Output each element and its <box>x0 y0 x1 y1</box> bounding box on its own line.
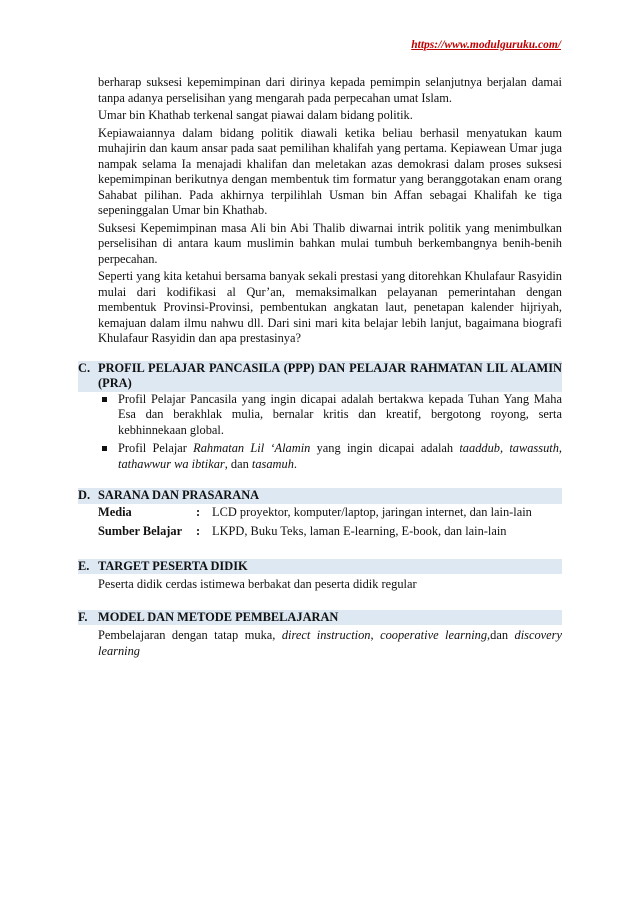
intro-paragraph-1: berharap suksesi kepemimpinan dari dirinya kepada pemimpin selanjutnya berjalan damai tanpa adanya perselisihan yang mengarah pada perpecahan umat Islam. <box>98 75 562 105</box>
bullet-text-mid: yang ingin dicapai adalah <box>310 441 460 455</box>
section-d-heading <box>78 488 562 504</box>
table-row <box>98 504 532 524</box>
section-e-letter: E. <box>78 558 90 573</box>
section-c-letter: C. <box>78 360 91 375</box>
section-e-heading <box>78 559 562 575</box>
bullet-text: Profil Pelajar Pancasila yang ingin dicapai adalah bertakwa kepada Tuhan Yang Maha Esa dan berakhlak mulia, bernalar kritis dan kreatif, bergotong royong, serta kebhinnekaan global. <box>118 391 562 437</box>
section-c-title: PROFIL PELAJAR PANCASILA (PPP) DAN PELAJAR RAHMATAN LIL ALAMIN (PRA) <box>98 360 562 390</box>
intro-paragraph-2: Umar bin Khathab terkenal sangat piawai dalam bidang politik. <box>98 108 413 122</box>
header-url-link[interactable]: https://www.modulguruku.com/ <box>411 39 561 51</box>
section-d-title: SARANA DAN PRASARANA <box>98 488 260 502</box>
bullet-text-mid2: , dan <box>224 456 252 471</box>
section-f-italic-discovery: discovery learning <box>98 628 563 658</box>
square-bullet-icon <box>102 446 107 451</box>
intro-paragraph-4: Suksesi Kepemimpinan masa Ali bin Abi Thalib diwarnai intrik politik yang menimbulkan perselisihan di antara kaum muslimin bahkan mulai tumbuh berkembangnya benih-benih perpecahan. <box>98 220 562 266</box>
section-d-letter: D. <box>78 488 91 502</box>
square-bullet-icon <box>102 397 107 402</box>
section-f-letter: F. <box>78 609 88 624</box>
section-e-title: TARGET PESERTA DIDIK <box>98 558 248 573</box>
section-f-italic-direct: direct instruction <box>281 628 371 642</box>
list-item <box>98 392 562 439</box>
intro-paragraph-3: Kepiawaiannya dalam bidang politik diawali ketika beliau berhasil menyatukan kaum muhajirin dan kaum ansar pada saat pemilihan khalifah yang pertama. Kepiawean Umar juga nampak selama Ia menajadi khalifan dan meletakan azas demokrasi dalam proses suksesi kepemimpinan berikutnya dengan membentuk tim formatur yang beranggotakan enam orang Sahabat pilihan. Pada akhirnya terpilihlah Usman bin Affan sebagai Khalifah ke tiga sepeninggalan Umar bin Khathab. <box>98 125 562 217</box>
bullet-text-end: . <box>293 456 298 471</box>
bullet-italic-tasamuh: tasamuh <box>251 456 294 471</box>
row-value: LCD proyektor, komputer/laptop, jaringan internet, dan lain-lain <box>212 504 532 519</box>
section-f-heading <box>78 610 562 626</box>
section-e-text: Peserta didik cerdas istimewa berbakat dan peserta didik regular <box>98 577 417 591</box>
list-item <box>98 441 562 472</box>
row-colon: : <box>196 524 201 538</box>
section-f-prefix: Pembelajaran dengan tatap muka, <box>98 628 282 642</box>
bullet-italic-term: Rahmatan Lil ‘Alamin <box>193 441 311 455</box>
sarana-table <box>98 504 532 543</box>
table-row <box>98 523 532 543</box>
section-f-sep1: , <box>370 628 381 642</box>
row-label: Media <box>98 504 132 519</box>
row-label: Sumber Belajar <box>98 524 183 538</box>
section-f-sep2: ,dan <box>487 628 515 642</box>
section-f-text <box>98 628 562 659</box>
page-content <box>78 75 562 659</box>
bullet-italic-values: taaddub, tawassuth, tathawwur wa ibtikar <box>118 441 563 471</box>
section-f-italic-cooperative: cooperative learning <box>380 628 488 642</box>
row-colon: : <box>196 504 201 519</box>
section-f-title: MODEL DAN METODE PEMBELAJARAN <box>98 609 339 624</box>
row-value: LKPD, Buku Teks, laman E-learning, E-book, dan lain-lain <box>212 524 507 538</box>
section-c-heading <box>78 361 562 392</box>
bullet-text-prefix: Profil Pelajar <box>118 441 194 455</box>
section-c-bullet-list <box>98 392 562 473</box>
intro-paragraph-5: Seperti yang kita ketahui bersama banyak sekali prestasi yang ditorehkan Khulafaur Rasyidin mulai dari kodifikasi al Qur’an, memaksimalkan pelayanan pemerintahan dengan membentuk Provinsi-Provinsi, pembentukan angkatan laut, penetapan kalender hijriyah, kemajuan dalam ilmu nahwu dll. Dari sini mari kita belajar lebih lanjut, bagaimana biografi Khulafaur Rasyidin dan apa prestasinya? <box>98 269 562 345</box>
